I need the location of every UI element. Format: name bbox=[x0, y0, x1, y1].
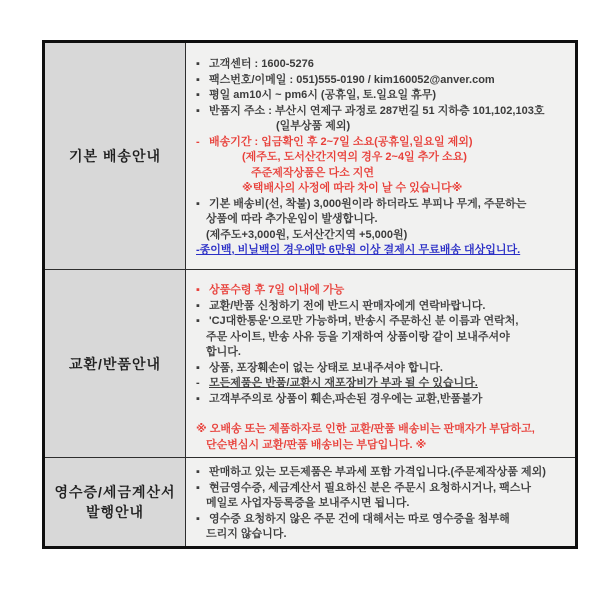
notice-line bbox=[196, 212, 571, 228]
notice-text: 상품에 따라 추가운임이 발생합니다. bbox=[206, 213, 378, 225]
notice-line bbox=[196, 512, 571, 528]
bullet-icon: ▪ bbox=[196, 299, 200, 312]
notice-text: (제주도+3,000원, 도서산간지역 +5,000원) bbox=[206, 228, 408, 241]
bullet-icon: ▪ bbox=[196, 361, 200, 374]
spacer bbox=[196, 407, 571, 422]
notice-line bbox=[196, 438, 571, 454]
notice-line bbox=[196, 228, 571, 244]
notice-text: 평일 am10시 ~ pm6시 (공휴일, 토.일요일 휴무) bbox=[209, 89, 437, 101]
notice-text: 모든제품은 반품/교환시 재포장비가 부과 될 수 있습니다. bbox=[209, 377, 478, 389]
notice-line bbox=[196, 330, 571, 346]
notice-text: 판매하고 있는 모든제품은 bbox=[209, 466, 336, 478]
notice-line bbox=[196, 181, 571, 197]
bullet-icon: - bbox=[196, 135, 200, 148]
notice-line bbox=[196, 104, 571, 120]
row-body-exchange-return bbox=[186, 270, 575, 457]
bullet-icon: ▪ bbox=[196, 481, 200, 494]
bullet-icon: ▪ bbox=[196, 58, 200, 70]
bullet-icon: ▪ bbox=[196, 512, 200, 525]
notice-text: 고객부주의로 상품이 훼손,파손된 경우에는 교환,반품불가 bbox=[209, 392, 483, 405]
row-exchange-return bbox=[45, 269, 575, 457]
notice-text: 드리지 않습니다. bbox=[206, 528, 287, 540]
notice-line-return-fee bbox=[196, 422, 571, 438]
notice-line bbox=[196, 392, 571, 408]
notice-text: 교환/반품 신청하기 전에 반드시 판매자에게 연락바랍니다. bbox=[209, 299, 486, 312]
notice-text: 고객센터 : 1600-5276 bbox=[209, 58, 314, 70]
notice-line bbox=[196, 299, 571, 315]
notice-text: 반품지 주소 : 부산시 연제구 과정로 287번길 51 지하층 101,102,103호 bbox=[209, 104, 545, 117]
section-title-text: 영수증/세금계산서 bbox=[54, 484, 176, 500]
section-title-exchange-return bbox=[45, 270, 186, 457]
notice-line-free-shipping bbox=[196, 243, 571, 259]
notice-line bbox=[196, 361, 571, 377]
bullet-icon: ▪ bbox=[196, 466, 200, 478]
notice-line bbox=[196, 527, 571, 543]
notice-text: 메일로 사업자등록증을 보내주시면 됩니다. bbox=[206, 497, 410, 509]
notice-text: -종이백, 비닐백의 경우에만 6만원 이상 결제시 무료배송 대상입니다. bbox=[196, 244, 521, 256]
notice-text: 단순변심시 교환/판품 배송비는 부담입니다. ※ bbox=[206, 438, 427, 451]
row-basic-shipping bbox=[45, 43, 575, 269]
notice-line-vat bbox=[196, 465, 571, 481]
notice-text: ※택배사의 사정에 따라 차이 날 수 있습니다※ bbox=[242, 182, 463, 194]
notice-text: ※ 오배송 또는 제품하자로 인한 교환/판품 배송비는 판매자가 부담하고, bbox=[196, 423, 535, 435]
notice-line bbox=[196, 88, 571, 104]
notice-text: 주문 사이트, 반송 사유 등을 기재하여 상품이랑 같이 보내주셔야 bbox=[206, 330, 510, 343]
notice-text: 상품수령 후 7일 이내에 가능 bbox=[209, 284, 345, 296]
notice-line-return-window bbox=[196, 283, 571, 299]
notice-line bbox=[196, 314, 571, 330]
notice-text-emphasis: (주문제작상품 제외) bbox=[450, 466, 546, 478]
notice-text: 배송기간 : 입금확인 후 2~7일 소요(공휴일,일요일 제외) bbox=[209, 135, 473, 148]
notice-line bbox=[196, 345, 571, 361]
notice-text: 영수증 요청하지 않은 주문 건에 대해서는 따로 영수증을 첨부해 bbox=[209, 512, 510, 525]
notice-text: 기본 배송비(선, 착불) 3,000원이라 하더라도 부피나 무게, 주문하는 bbox=[209, 197, 527, 210]
notice-text: 현금영수증, 세금계산서 필요하신 분은 주문시 요청하시거나, 팩스나 bbox=[209, 481, 531, 494]
notice-line bbox=[196, 481, 571, 497]
notice-text-emphasis: 부과세 포함 bbox=[335, 466, 392, 478]
row-receipt-tax-invoice bbox=[45, 457, 575, 546]
section-title-receipt-tax bbox=[45, 458, 186, 546]
bullet-icon: ▪ bbox=[196, 284, 200, 296]
notice-text: 팩스번호/이메일 : 051)555-0190 / kim160052@anver.com bbox=[209, 73, 495, 86]
notice-text: (제주도, 도서산간지역의 경우 2~4일 추가 소요) bbox=[242, 151, 467, 163]
bullet-icon: ▪ bbox=[196, 315, 200, 327]
section-title-text-line2: 발행안내 bbox=[85, 504, 145, 520]
notice-line bbox=[196, 496, 571, 512]
notice-line bbox=[196, 57, 571, 73]
notice-line bbox=[196, 150, 571, 166]
notice-text: 합니다. bbox=[206, 346, 241, 358]
notice-line bbox=[196, 73, 571, 89]
row-body-basic-shipping bbox=[186, 43, 575, 269]
notice-line bbox=[196, 197, 571, 213]
notice-line bbox=[196, 119, 571, 135]
bullet-icon: ▪ bbox=[196, 104, 200, 117]
notice-line bbox=[196, 166, 571, 182]
section-title-text: 교환/반품안내 bbox=[68, 355, 162, 372]
bullet-icon: ▪ bbox=[196, 197, 200, 210]
notice-text: 'CJ대한통운'으로만 가능하며, 반송시 주문하신 분 이름과 연락처, bbox=[209, 315, 519, 327]
notice-line-repack-fee bbox=[196, 376, 571, 392]
section-title-text: 기본 배송안내 bbox=[68, 148, 162, 164]
notice-text: 주준제작상품은 다소 지연 bbox=[251, 166, 374, 179]
bullet-icon: ▪ bbox=[196, 89, 200, 101]
notice-text: 상품, 포장훼손이 없는 상태로 보내주셔야 합니다. bbox=[209, 361, 443, 374]
row-body-receipt-tax bbox=[186, 458, 575, 546]
bullet-icon: - bbox=[196, 377, 200, 389]
notice-text: 가격입니다. bbox=[391, 466, 451, 478]
notice-line-shipping-period bbox=[196, 135, 571, 151]
shipping-info-table bbox=[42, 40, 578, 549]
bullet-icon: ▪ bbox=[196, 73, 200, 86]
notice-text: (일부상품 제외) bbox=[276, 120, 351, 132]
section-title-basic-shipping bbox=[45, 43, 186, 269]
bullet-icon: ▪ bbox=[196, 392, 200, 405]
